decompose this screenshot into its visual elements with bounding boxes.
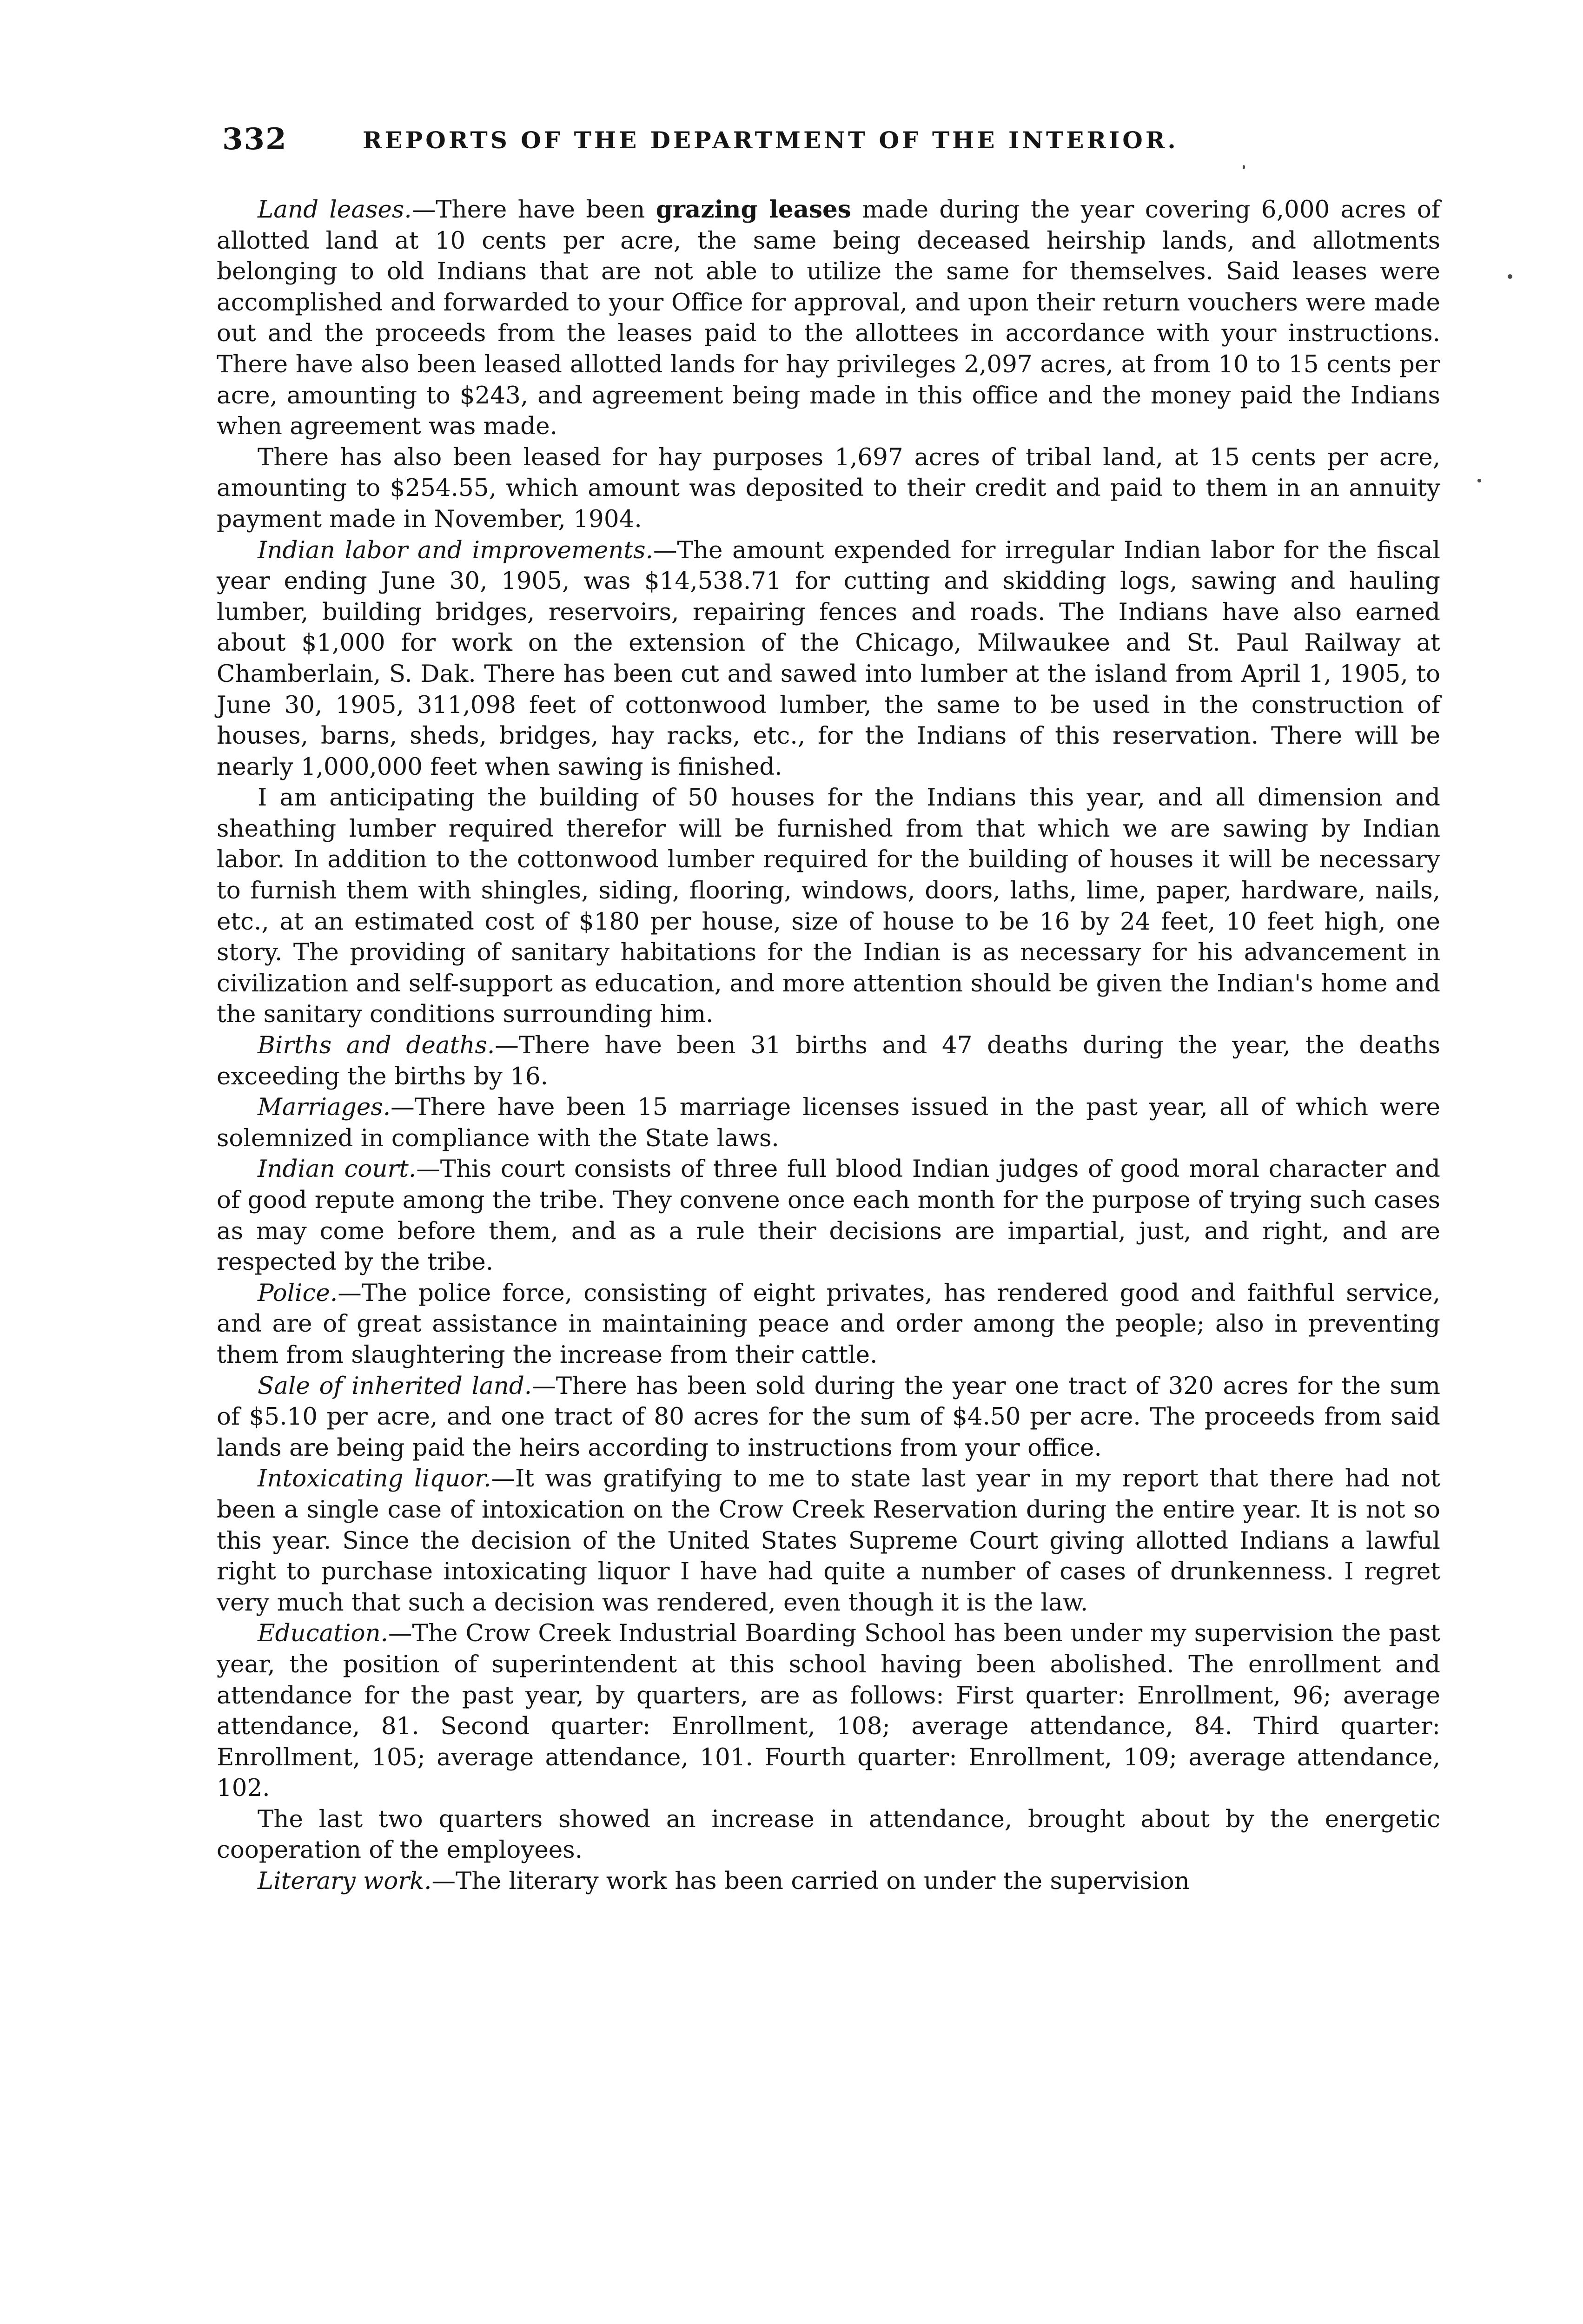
scan-speck: [1243, 165, 1245, 169]
scan-speck: [1508, 274, 1512, 279]
paragraph-police: [217, 1278, 1440, 1371]
page-number: 332: [222, 122, 287, 157]
paragraph-heading: Indian court.: [258, 1155, 417, 1183]
scan-speck: [1477, 479, 1481, 482]
paragraph-text: —This court consists of three full blood Indian judges of good moral character and of good repute among the tribe. They convene once each month for the purpose of trying such cases as may come before them, and as a rule their decisions are impartial, just, and right, and are respected by the tribe.: [217, 1155, 1440, 1276]
paragraph-text: —There have been: [411, 196, 656, 224]
paragraph-text: —The Crow Creek Industrial Boarding School has been under my supervision the past year, the position of superintendent at this school having been abolished. The enrollment and attendance for the past year, by quarters, are as follows: First quarter: Enrollment, 96; average attendance, 81. Second quarter: Enrollment, 108; average attendance, 84. Third quarter: Enrollment, 105; average attendance, 101. Fourth quarter: Enrollment, 109; average attendance, 102.: [217, 1619, 1440, 1802]
paragraph-intoxicating-liquor: [217, 1463, 1440, 1618]
paragraph-sale-of-land: [217, 1371, 1440, 1464]
page-header: [222, 122, 1338, 159]
paragraph-marriages: [217, 1092, 1440, 1154]
paragraph-text: —There have been 15 marriage licenses issued in the past year, all of which were solemnized in compliance with the State laws.: [217, 1093, 1440, 1152]
paragraph-heading: Land leases.: [258, 196, 412, 224]
paragraph-indian-labor: [217, 535, 1440, 783]
paragraph-text: —There have been 31 births and 47 deaths during the year, the deaths exceeding the births by 16.: [217, 1031, 1440, 1090]
paragraph-heading: Sale of inherited land.: [258, 1372, 532, 1400]
paragraph-text: I am anticipating the building of 50 houses for the Indians this year, and all dimension and sheathing lumber required therefor will be furnished from that which we are sawing by Indian labor. In addition to the cottonwood lumber required for the building of houses it will be necessary to furnish them with shingles, siding, flooring, windows, doors, laths, lime, paper, hardware, nails, etc., at an estimated cost of $180 per house, size of house to be 16 by 24 feet, 10 feet high, one story. The providing of sanitary habitations for the Indian is as necessary for his advancement in civilization and self-support as education, and more attention should be given the Indian's home and the sanitary conditions surrounding him.: [217, 784, 1440, 1029]
paragraph-heading: Education.: [258, 1619, 388, 1648]
paragraph-education: [217, 1618, 1440, 1804]
paragraph-text: The last two quarters showed an increase in attendance, brought about by the energetic cooperation of the employees.: [217, 1805, 1440, 1864]
paragraph-births-deaths: [217, 1030, 1440, 1092]
paragraph-indian-court: [217, 1154, 1440, 1277]
paragraph-text: —The literary work has been carried on under the supervision: [431, 1867, 1190, 1895]
paragraph-heading: Intoxicating liquor.: [258, 1465, 491, 1493]
paragraph-heading: Police.: [258, 1279, 338, 1307]
paragraph-text: made during the year covering 6,000 acres of allotted land at 10 cents per acre, the same being deceased heirship lands, and allotments belonging to old Indians that are not able to utilize the same for themselves. Said leases were accomplished and forwarded to your Office for approval, and upon their return vouchers were made out and the proceeds from the leases paid to the allottees in accordance with your instructions. There have also been leased allotted lands for hay privileges 2,097 acres, at from 10 to 15 cents per acre, amounting to $243, and agreement being made in this office and the money paid the Indians when agreement was made.: [217, 196, 1440, 441]
paragraph-heading: Literary work.: [258, 1867, 432, 1895]
report-body: [217, 194, 1440, 1897]
paragraph-heading: Births and deaths.: [258, 1031, 495, 1060]
paragraph-text: There has also been leased for hay purposes 1,697 acres of tribal land, at 15 cents per acre, amounting to $254.55, which amount was deposited to their credit and paid to them in an annuity payment made in November, 1904.: [217, 443, 1440, 533]
paragraph-tribal-hay-lease: [217, 442, 1440, 535]
emphasized-phrase: grazing leases: [656, 196, 851, 224]
paragraph-text: —The amount expended for irregular Indian labor for the fiscal year ending June 30, 1905, was $14,538.71 for cutting and skidding logs, sawing and hauling lumber, building bridges, reservoirs, repairing fences and roads. The Indians have also earned about $1,000 for work on the extension of the Chicago, Milwaukee and St. Paul Railway at Chamberlain, S. Dak. There has been cut and sawed into lumber at the island from April 1, 1905, to June 30, 1905, 311,098 feet of cottonwood lumber, the same to be used in the construction of houses, barns, sheds, bridges, hay racks, etc., for the Indians of this reservation. There will be nearly 1,000,000 feet when sawing is finished.: [217, 536, 1440, 781]
paragraph-land-leases: [217, 194, 1440, 442]
paragraph-text: —The police force, consisting of eight privates, has rendered good and faithful service, and are of great assistance in maintaining peace and order among the people; also in preventing them from slaughtering the increase from their cattle.: [217, 1279, 1440, 1369]
paragraph-houses: [217, 782, 1440, 1030]
paragraph-literary-work: [217, 1866, 1440, 1897]
running-title: REPORTS OF THE DEPARTMENT OF THE INTERIOR.: [363, 126, 1179, 154]
paragraph-heading: Indian labor and improvements.: [258, 536, 653, 564]
paragraph-heading: Marriages.: [258, 1093, 391, 1122]
paragraph-text: —There has been sold during the year one tract of 320 acres for the sum of $5.10 per acre, and one tract of 80 acres for the sum of $4.50 per acre. The proceeds from said lands are being paid the heirs according to instructions from your office.: [217, 1372, 1440, 1462]
paragraph-attendance: [217, 1804, 1440, 1866]
paragraph-text: —It was gratifying to me to state last year in my report that there had not been a single case of intoxication on the Crow Creek Reservation during the entire year. It is not so this year. Since the decision of the United States Supreme Court giving allotted Indians a lawful right to purchase intoxicating liquor I have had quite a number of cases of drunkenness. I regret very much that such a decision was rendered, even though it is the law.: [217, 1465, 1440, 1617]
